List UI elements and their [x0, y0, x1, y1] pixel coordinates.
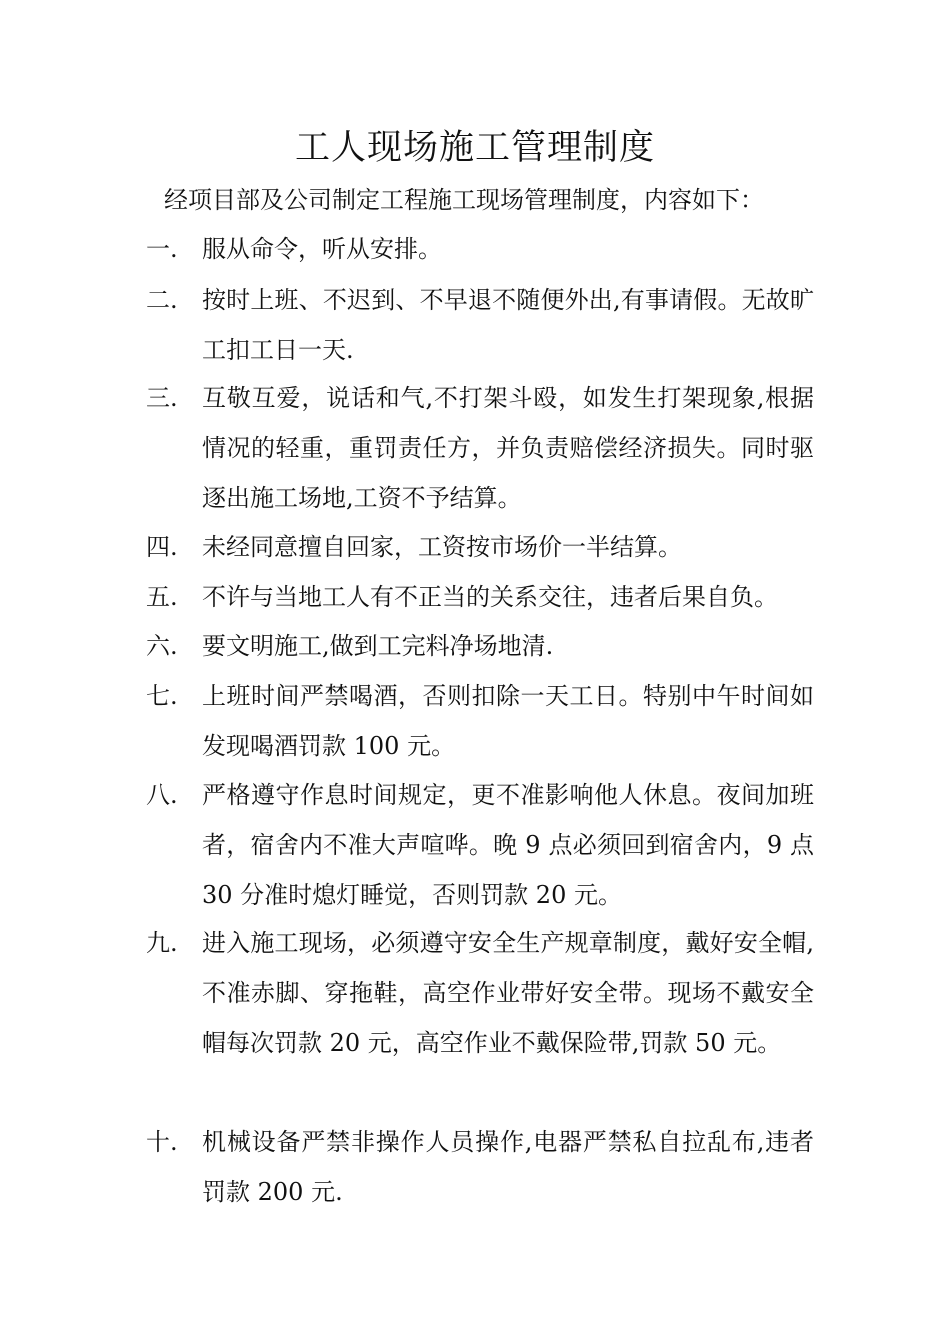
item-text: 上班时间严禁喝酒，否则扣除一天工日。特别中午时间如发现喝酒罚款 100 元。	[202, 682, 814, 760]
item-text: 要文明施工,做到工完料净场地清.	[202, 632, 554, 660]
item-number: 十.	[146, 1128, 178, 1156]
item-number: 六.	[146, 632, 178, 660]
item-number: 一.	[146, 235, 178, 263]
item-text: 机械设备严禁非操作人员操作,电器严禁私自拉乱布,违者罚款 200 元.	[202, 1128, 814, 1206]
document-title: 工人现场施工管理制度	[294, 128, 655, 168]
item-number: 五.	[146, 583, 178, 611]
list-item	[146, 373, 816, 523]
item-text: 不许与当地工人有不正当的关系交往，违者后果自负。	[202, 583, 778, 611]
item-text: 互敬互爱，说话和气,不打架斗殴，如发生打架现象,根据情况的轻重，重罚责任方，并负责赔偿经济损失。同时驱逐出施工场地,工资不予结算。	[202, 384, 814, 512]
list-item	[146, 275, 816, 375]
item-text: 进入施工现场，必须遵守安全生产规章制度，戴好安全帽,不准赤脚、穿拖鞋，高空作业带好安全带。现场不戴安全帽每次罚款 20 元，高空作业不戴保险带,罚款 50 元。	[202, 929, 814, 1057]
item-number: 八.	[146, 781, 178, 809]
document-intro: 经项目部及公司制定工程施工现场管理制度，内容如下：	[164, 186, 764, 214]
item-number: 二.	[146, 286, 178, 314]
list-item	[146, 572, 816, 622]
list-item	[146, 671, 816, 771]
list-item	[146, 522, 816, 572]
item-number: 九.	[146, 929, 178, 957]
list-item	[146, 621, 816, 671]
list-item	[146, 1117, 816, 1217]
item-text: 按时上班、不迟到、不早退不随便外出,有事请假。无故旷工扣工日一天.	[202, 286, 814, 364]
item-number: 四.	[146, 533, 178, 561]
item-text: 未经同意擅自回家，工资按市场价一半结算。	[202, 533, 682, 561]
list-item	[146, 224, 816, 274]
item-number: 三.	[146, 384, 178, 412]
item-number: 七.	[146, 682, 178, 710]
list-item	[146, 918, 816, 1068]
item-text: 严格遵守作息时间规定，更不准影响他人休息。夜间加班者，宿舍内不准大声喧哗。晚 9 点必须回到宿舍内，9 点 30 分准时熄灯睡觉，否则罚款 20 元。	[202, 781, 814, 909]
list-item	[146, 770, 816, 920]
item-text: 服从命令，听从安排。	[202, 235, 442, 263]
